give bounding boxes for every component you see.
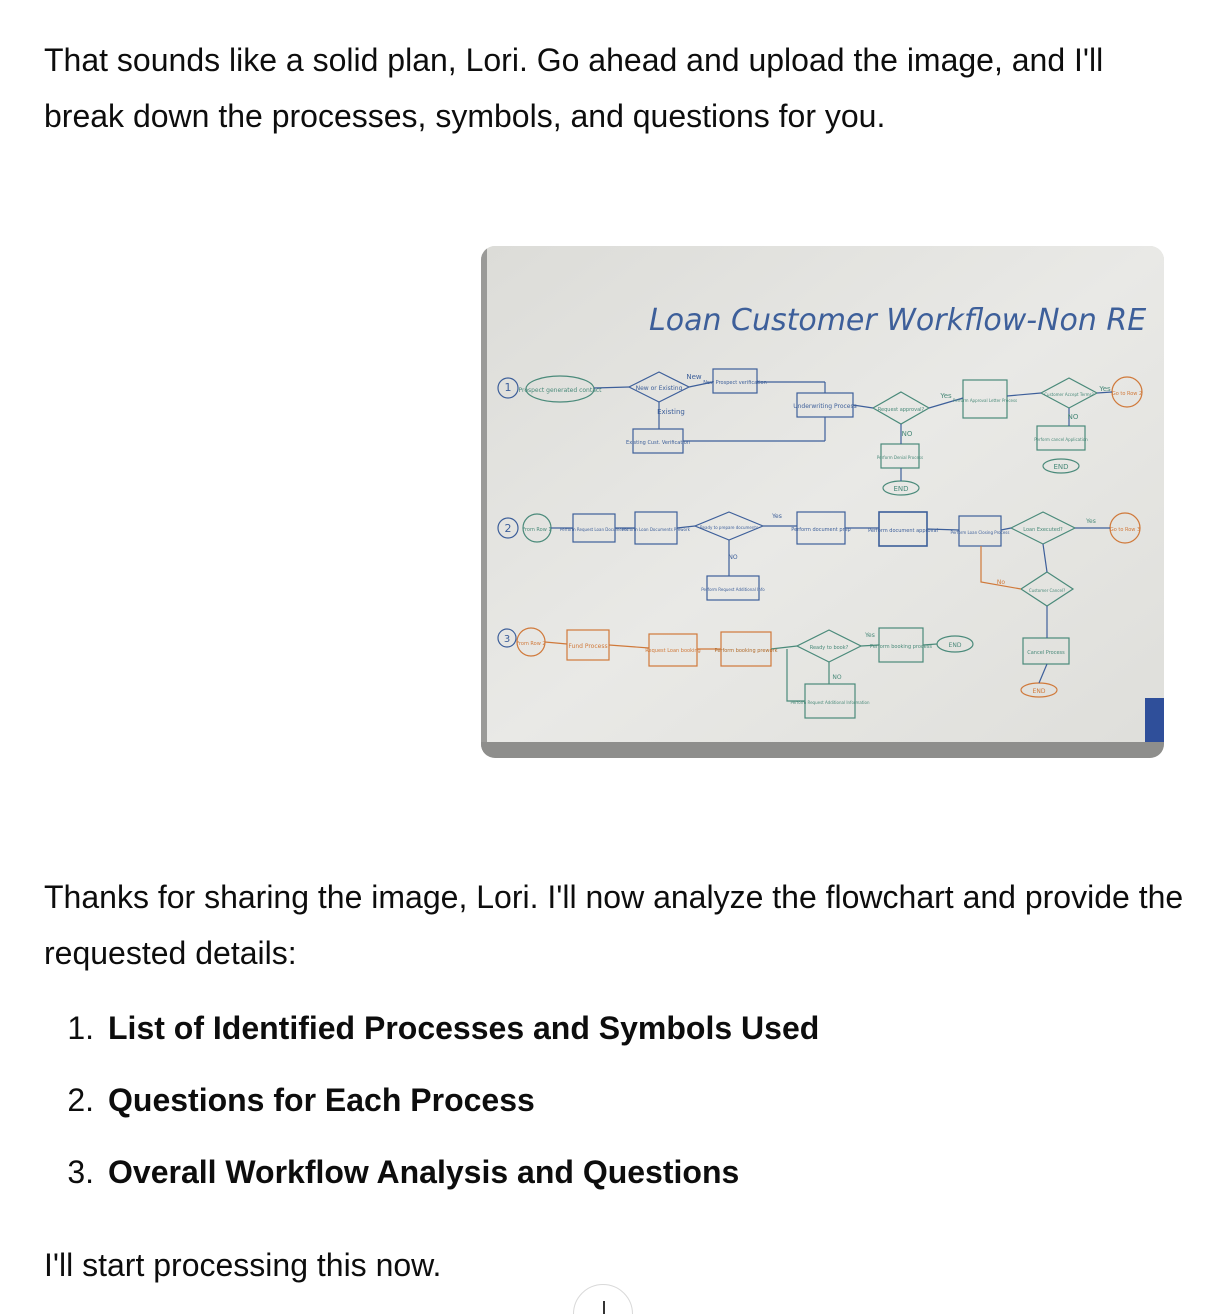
analysis-steps-list (44, 1000, 819, 1216)
svg-text:Existing: Existing (657, 408, 685, 416)
svg-text:Yes: Yes (1099, 385, 1111, 393)
svg-text:END: END (893, 485, 909, 493)
svg-text:Prospect generated contact: Prospect generated contact (518, 387, 602, 394)
svg-text:Yes: Yes (772, 513, 782, 520)
svg-text:Customer Cancel?: Customer Cancel? (1028, 588, 1066, 593)
svg-text:END: END (1032, 688, 1046, 695)
svg-text:Perform Loan Closing Process: Perform Loan Closing Process (950, 530, 1010, 535)
svg-text:NO: NO (1067, 413, 1079, 421)
svg-text:3: 3 (503, 634, 511, 645)
svg-text:Perform booking prework: Perform booking prework (714, 648, 778, 654)
svg-text:Go to Row 2: Go to Row 2 (1111, 391, 1143, 397)
svg-text:Perform Approval Letter Proces: Perform Approval Letter Process (952, 398, 1018, 403)
svg-text:Go to Row 3: Go to Row 3 (1109, 527, 1141, 533)
whiteboard-title: Loan Customer Workflow-Non RE (649, 303, 1147, 338)
svg-text:Perform Request Loan Documents: Perform Request Loan Documents (559, 527, 629, 532)
svg-text:From Row 2: From Row 2 (516, 641, 546, 647)
svg-text:Underwriting Process: Underwriting Process (793, 403, 857, 410)
svg-text:Perform booking process: Perform booking process (870, 644, 932, 650)
svg-text:NO: NO (832, 674, 842, 681)
svg-text:Customer Accept Terms?: Customer Accept Terms? (1044, 392, 1094, 397)
svg-text:New: New (686, 373, 702, 381)
svg-text:Fund Process: Fund Process (568, 643, 608, 650)
list-item-label: Questions for Each Process (108, 1081, 535, 1118)
svg-text:No: No (996, 579, 1006, 586)
svg-text:END: END (948, 642, 962, 649)
svg-text:NO: NO (901, 430, 913, 438)
svg-text:Yes: Yes (1086, 518, 1096, 525)
list-item-number: 2. (67, 1081, 94, 1118)
svg-text:Request Loan booking: Request Loan booking (645, 648, 701, 654)
svg-text:Perform document approval: Perform document approval (868, 528, 938, 534)
svg-text:END: END (1053, 463, 1069, 471)
list-item (44, 1136, 819, 1208)
svg-text:From Row 1: From Row 1 (522, 527, 552, 533)
svg-text:Perform Request Additional Inf: Perform Request Additional Information (790, 700, 870, 705)
assistant-message-2-intro: Thanks for sharing the image, Lori. I'll now analyze the flowchart and provide the requested details: (44, 879, 1184, 971)
svg-text:New or Existing: New or Existing (635, 385, 683, 392)
svg-text:Perform document prep: Perform document prep (791, 527, 851, 533)
assistant-message-2-outro: I'll start processing this now. (44, 1247, 442, 1283)
list-item-label: List of Identified Processes and Symbols Used (108, 1009, 820, 1046)
svg-text:Perform Denial Process: Perform Denial Process (876, 455, 924, 460)
svg-text:Perform Request Additional Inf: Perform Request Additional Info (701, 587, 765, 592)
list-item-number: 3. (67, 1153, 94, 1190)
svg-text:Request approval?: Request approval? (877, 407, 925, 413)
svg-text:Ready to book?: Ready to book? (809, 645, 849, 651)
svg-text:Yes: Yes (865, 632, 875, 639)
list-item-label: Overall Workflow Analysis and Questions (108, 1153, 740, 1190)
whiteboard-photo[interactable] (481, 246, 1164, 758)
svg-text:Loan Executed?: Loan Executed? (1023, 527, 1063, 533)
list-item-number: 1. (67, 1009, 94, 1046)
svg-text:New Prospect verification: New Prospect verification (703, 380, 767, 386)
arrow-down-icon (603, 1301, 605, 1314)
svg-text:Yes: Yes (940, 392, 952, 400)
svg-text:NO: NO (728, 554, 738, 561)
assistant-message-1: That sounds like a solid plan, Lori. Go ahead and upload the image, and I'll break down the processes, symbols, and questions for you. (44, 42, 1104, 134)
svg-text:Ready to prepare documents: Ready to prepare documents (699, 525, 759, 530)
svg-text:Cancel Process: Cancel Process (1027, 650, 1065, 656)
svg-text:2: 2 (504, 522, 512, 535)
list-item (44, 992, 819, 1064)
svg-text:Perform cancel Application: Perform cancel Application (1034, 437, 1088, 442)
svg-text:Perform Loan Documents Prework: Perform Loan Documents Prework (622, 527, 690, 532)
svg-text:Existing Cust. Verification: Existing Cust. Verification (626, 440, 690, 446)
svg-text:1: 1 (504, 381, 512, 394)
whiteboard-drawing (481, 246, 1164, 758)
list-item (44, 1064, 819, 1136)
